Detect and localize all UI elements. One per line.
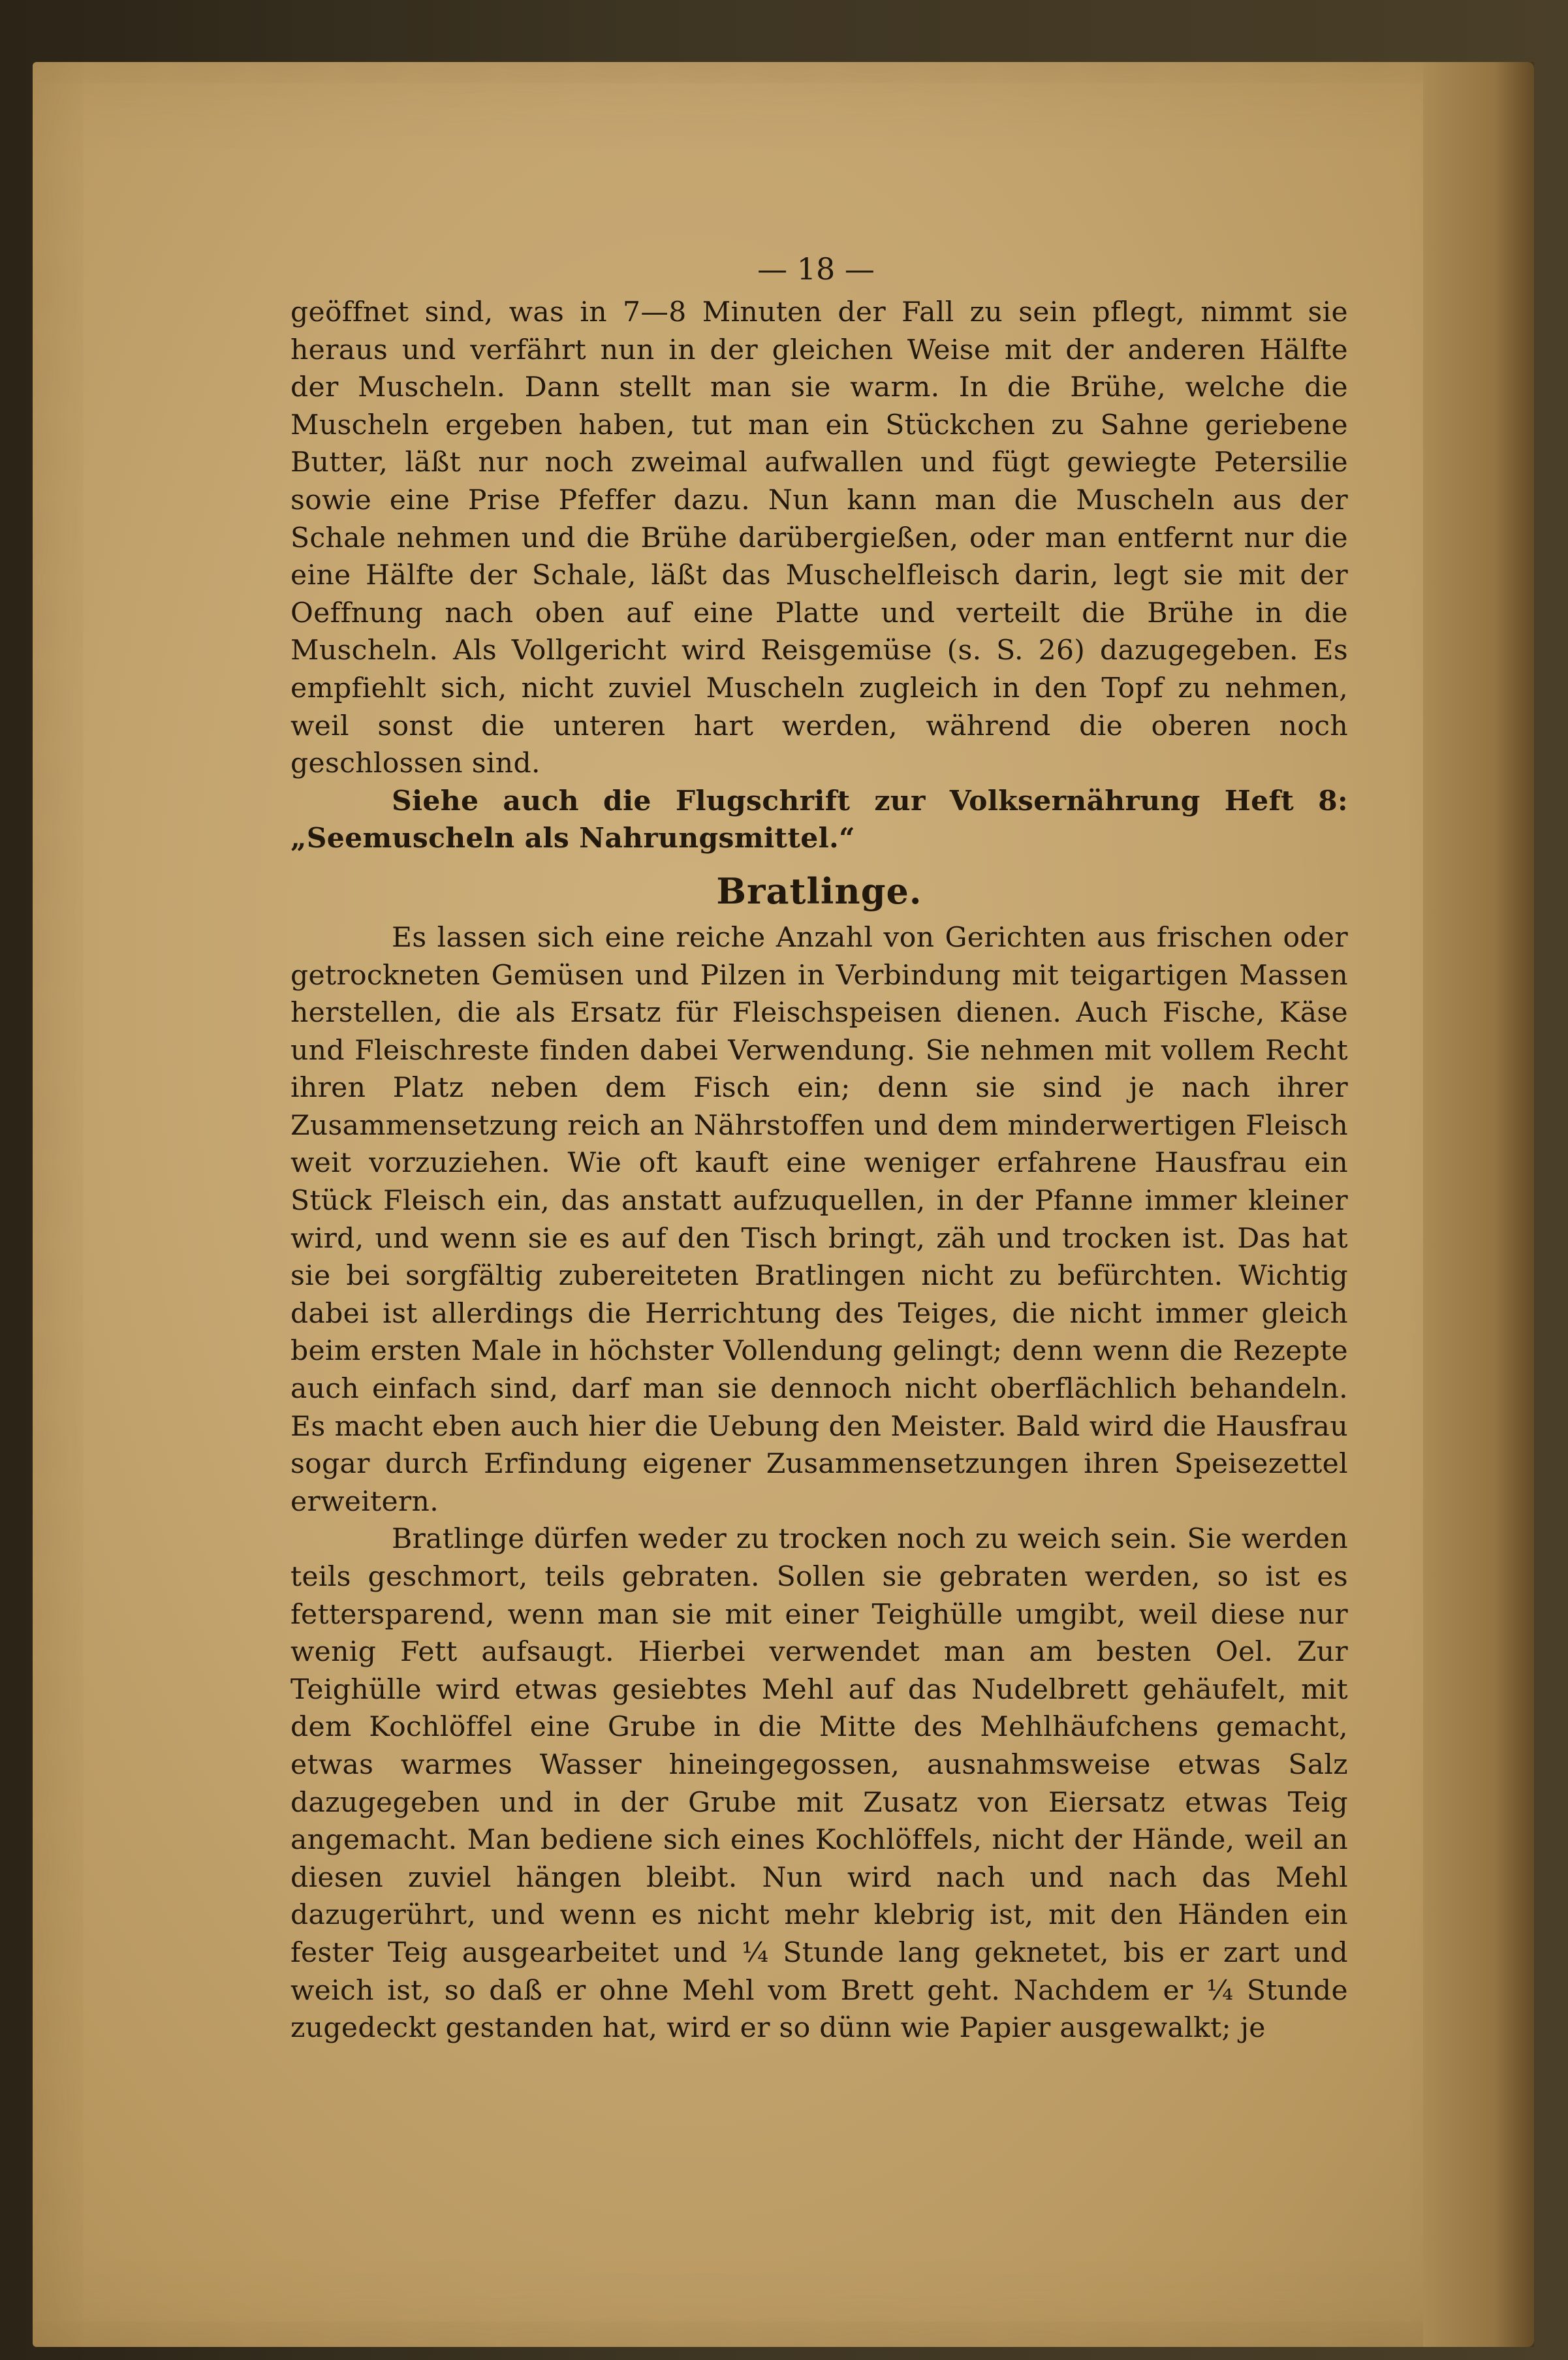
spine-shadow	[1495, 62, 1534, 2347]
paragraph-bratlinge-intro: Es lassen sich eine reiche Anzahl von Gerichten aus frischen oder getrockneten Gemüsen und Pilzen in Verbindung mit teigartigen Massen herstellen, die als Ersatz für Fleischspeisen dienen. Auch Fische, Käse und Fleischreste finden dabei Verwendung. Sie nehmen mit vollem Recht ihren Platz neben dem Fisch ein; denn sie sind je nach ihrer Zusammensetzung reich an Nährstoffen und dem minderwertigen Fleisch weit vorzuziehen. Wie oft kauft eine weniger erfahrene Hausfrau ein Stück Fleisch ein, das anstatt aufzuquellen, in der Pfanne immer kleiner wird, und wenn sie es auf den Tisch bringt, zäh und trocken ist. Das hat sie bei sorgfältig zubereiteten Bratlingen nicht zu befürchten. Wichtig dabei ist allerdings die Herrichtung des Teiges, die nicht immer gleich beim ersten Male in höchster Vollendung gelingt; denn wenn die Rezepte auch einfach sind, darf man sie dennoch nicht oberflächlich behandeln. Es macht eben auch hier die Uebung den Meister. Bald wird die Hausfrau sogar durch Erfindung eigener Zusammensetzungen ihren Speisezettel erweitern.	[290, 921, 1348, 1518]
section-heading: Bratlinge.	[716, 870, 922, 912]
text-body	[290, 248, 1348, 2047]
paragraph-muscheln: geöffnet sind, was in 7—8 Minuten der Fall zu sein pflegt, nimmt sie heraus und verfährt nun in der gleichen Weise mit der anderen Hälfte der Muscheln. Dann stellt man sie warm. In die Brühe, welche die Muscheln ergeben haben, tut man ein Stückchen zu Sahne geriebene Butter, läßt nur noch zweimal aufwallen und fügt gewiegte Petersilie sowie eine Prise Pfeffer dazu. Nun kann man die Muscheln aus der Schale nehmen und die Brühe darübergießen, oder man entfernt nur die eine Hälfte der Schale, läßt das Muschelfleisch darin, legt sie mit der Oeffnung nach oben auf eine Platte und verteilt die Brühe in die Muscheln. Als Vollgericht wird Reisgemüse (s. S. 26) dazugegeben. Es empfiehlt sich, nicht zuviel Muscheln zugleich in den Topf zu nehmen, weil sonst die unteren hart werden, während die oberen noch geschlossen sind.	[290, 296, 1348, 780]
page-number: — 18 —	[757, 251, 875, 287]
reference-note: Siehe auch die Flugschrift zur Volksernährung Heft 8: „Seemuscheln als Nahrungsmittel.“	[290, 784, 1348, 855]
paragraph-bratlinge-teig: Bratlinge dürfen weder zu trocken noch zu weich sein. Sie werden teils geschmort, teils gebraten. Sollen sie gebraten werden, so ist es fettersparend, wenn man sie mit einer Teighülle umgibt, weil diese nur wenig Fett aufsaugt. Hierbei verwendet man am besten Oel. Zur Teighülle wird etwas gesiebtes Mehl auf das Nudelbrett gehäufelt, mit dem Kochlöffel eine Grube in die Mitte des Mehlhäufchens gemacht, etwas warmes Wasser hineingegossen, ausnahmsweise etwas Salz dazugegeben und in der Grube mit Zusatz von Eiersatz etwas Teig angemacht. Man bediene sich eines Kochlöffels, nicht der Hände, weil an diesen zuviel hängen bleibt. Nun wird nach und nach das Mehl dazugerührt, und wenn es nicht mehr klebrig ist, mit den Händen ein fester Teig ausgearbeitet und ¼ Stunde lang geknetet, bis er zart und weich ist, so daß er ohne Mehl vom Brett geht. Nachdem er ¼ Stunde zugedeckt gestanden hat, wird er so dünn wie Papier ausgewalkt; je	[290, 1523, 1348, 2045]
